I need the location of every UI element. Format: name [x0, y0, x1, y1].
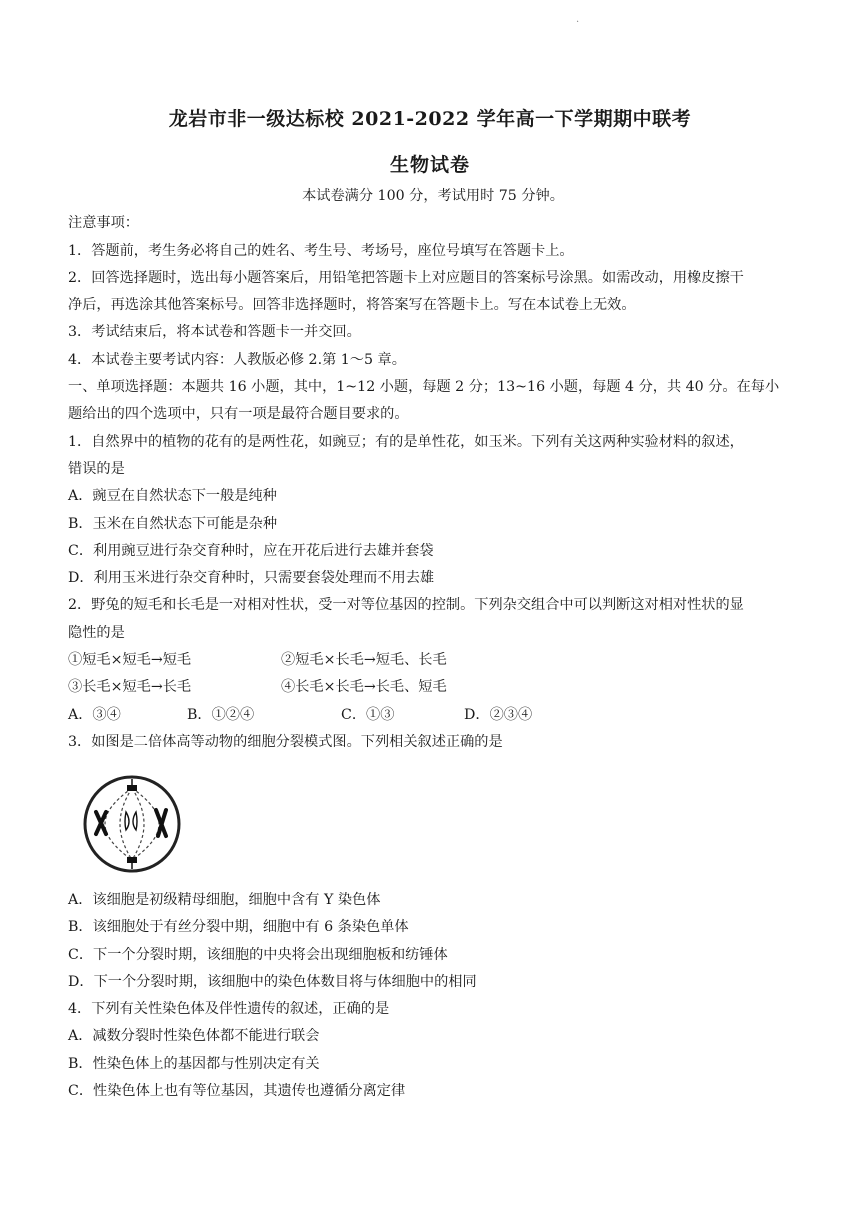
note-item: 3．考试结束后，将本试卷和答题卡一并交回。 — [68, 324, 361, 341]
q2-option-d: D．②③④ — [464, 706, 533, 723]
note-item: 4．本试卷主要考试内容：人教版必修 2.第 1～5 章。 — [68, 351, 406, 368]
q2-cross-row — [68, 647, 798, 674]
q2-stem: 2．野兔的短毛和长毛是一对相对性状，受一对等位基因的控制。下列杂交组合中可以判断这对相对性状的显 — [68, 597, 744, 614]
q3-option-c: C．下一个分裂时期，该细胞的中央将会出现细胞板和纺锤体 — [68, 946, 448, 963]
header-mark: . — [576, 14, 580, 25]
notes-heading: 注意事项： — [68, 215, 139, 232]
cell-division-diagram — [76, 774, 188, 874]
exam-body-lower — [68, 887, 798, 1105]
q4-option-b: B．性染色体上的基因都与性别决定有关 — [68, 1055, 320, 1072]
q4-stem: 4．下列有关性染色体及伴性遗传的叙述，正确的是 — [68, 1001, 390, 1018]
q2-option-a: A．③④ — [68, 706, 121, 723]
q2-cross-2: ②短毛×长毛→短毛、长毛 — [281, 652, 447, 669]
q3-option-a: A．该细胞是初级精母细胞，细胞中含有 Y 染色体 — [68, 892, 381, 908]
spindle-fibers — [105, 788, 159, 860]
q4-option-c: C．性染色体上也有等位基因，其遗传也遵循分离定律 — [68, 1083, 406, 1100]
q2-options-row — [68, 702, 798, 729]
centrosome-top — [127, 779, 137, 791]
centrosome-bottom — [127, 857, 137, 869]
q2-option-c: C．①③ — [341, 706, 395, 723]
q3-option-b: B．该细胞处于有丝分裂中期，细胞中有 6 条染色单体 — [68, 919, 409, 936]
chromosome-center — [125, 812, 137, 830]
q1-option-b: B．玉米在自然状态下可能是杂种 — [68, 515, 278, 532]
q2-cross-row — [68, 674, 798, 701]
q3-option-d: D．下一个分裂时期，该细胞中的染色体数目将与体细胞中的相同 — [68, 973, 477, 990]
q1-stem-cont: 错误的是 — [68, 460, 125, 477]
q2-cross-4: ④长毛×长毛→长毛、短毛 — [281, 679, 447, 696]
q4-option-a: A．减数分裂时性染色体都不能进行联会 — [68, 1028, 320, 1045]
exam-body-upper — [68, 183, 798, 756]
q1-option-a: A．豌豆在自然状态下一般是纯种 — [68, 488, 277, 505]
chromosome-right — [156, 810, 166, 836]
q2-option-b: B．①②④ — [187, 706, 255, 723]
q1-stem: 1．自然界中的植物的花有的是两性花，如豌豆；有的是单性花，如玉米。下列有关这两种实验材料的叙述， — [68, 433, 744, 450]
note-item: 净后，再选涂其他答案标号。回答非选择题时，将答案写在答题卡上。写在本试卷上无效。 — [68, 297, 636, 314]
section-heading-cont: 题给出的四个选项中，只有一项是最符合题目要求的。 — [68, 406, 409, 423]
q2-cross-1: ①短毛×短毛→短毛 — [68, 652, 192, 669]
section-heading: 一、单项选择题：本题共 16 小题，其中，1~12 小题，每题 2 分；13~16 小题，每题 4 分，共 40 分。在每小 — [68, 379, 780, 396]
q1-option-c: C．利用豌豆进行杂交育种时，应在开花后进行去雄并套袋 — [68, 542, 434, 559]
exam-intro: 本试卷满分 100 分，考试用时 75 分钟。 — [302, 188, 564, 204]
exam-subject: 生物试卷 — [389, 154, 470, 176]
note-item: 1．答题前，考生务必将自己的姓名、考生号、考场号，座位号填写在答题卡上。 — [68, 242, 574, 259]
exam-title: 龙岩市非一级达标校 2021-2022 学年高一下学期期中联考 — [168, 108, 692, 130]
note-item: 2．回答选择题时，选出每小题答案后，用铅笔把答题卡上对应题目的答案标号涂黑。如需改动，用橡皮擦干 — [68, 269, 744, 286]
q2-cross-3: ③长毛×短毛→长毛 — [68, 679, 192, 696]
q2-stem-cont: 隐性的是 — [68, 624, 125, 641]
q3-stem: 3．如图是二倍体高等动物的细胞分裂模式图。下列相关叙述正确的是 — [68, 733, 503, 750]
cell-division-figure — [76, 774, 188, 874]
q1-option-d: D．利用玉米进行杂交育种时，只需要套袋处理而不用去雄 — [68, 570, 435, 587]
